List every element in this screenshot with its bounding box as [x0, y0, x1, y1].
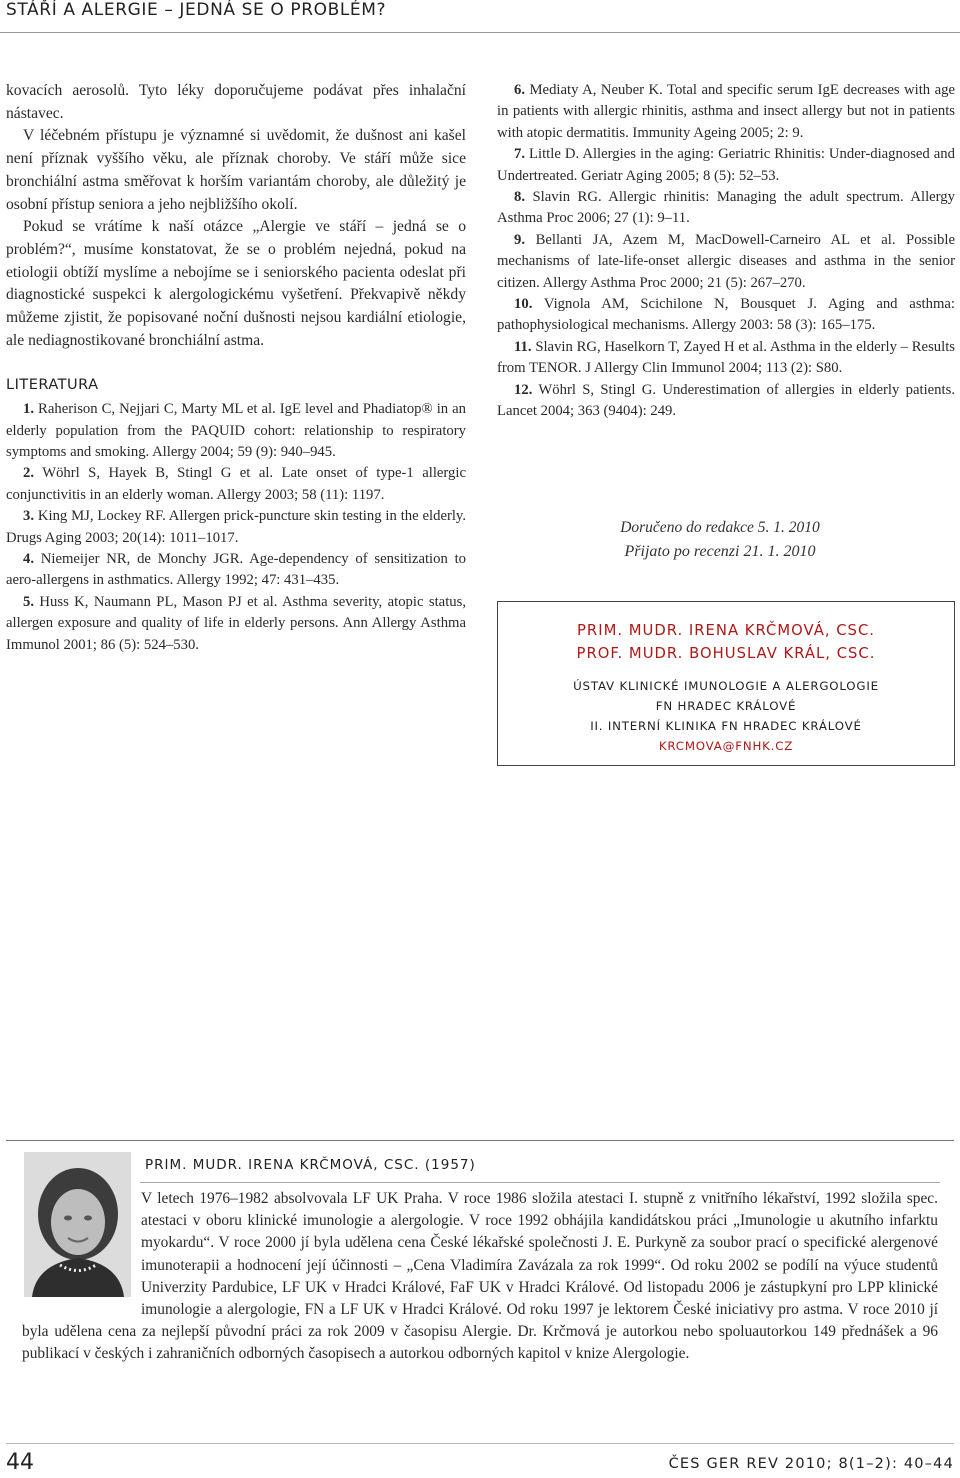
author-biography — [22, 1188, 938, 1366]
author-name: PRIM. MUDR. IRENA KRČMOVÁ, CSC. — [577, 622, 875, 639]
reference-item — [497, 337, 955, 380]
reference-text: Slavin RG. Allergic rhinitis: Managing the adult spectrum. Allergy Asthma Proc 2006; 27 (1): 9–11. — [497, 189, 955, 227]
reference-text: Raherison C, Nejjari C, Marty ML et al. IgE level and Phadiatop® in an elderly population from the PAQUID cohort: relationship to respiratory symptoms and smoking. Allergy 2004; 59 (9): 940–945. — [6, 401, 467, 460]
reference-item — [497, 80, 955, 144]
right-column — [497, 80, 955, 423]
author-email-link[interactable]: KRCMOVA@FNHK.CZ — [658, 739, 794, 753]
header-divider — [0, 32, 960, 33]
footer-divider — [6, 1443, 954, 1444]
reference-text: Bellanti JA, Azem M, MacDowell-Carneiro AL et al. Possible mechanisms of late-life-onset allergic diseases and asthma in the senior citizen. Allergy Asthma Proc 2000; 21 (5): 267–270. — [497, 231, 955, 291]
reference-text: Little D. Allergies in the aging: Geriatric Rhinitis: Under-diagnosed and Undertreated. Geriatr Aging 2005; 8 (5): 52–53. — [497, 146, 955, 184]
running-header — [6, 0, 726, 20]
body-paragraph: V léčebném přístupu je významné si uvědomit, že dušnost ani kašel není příznak vyššího věku, ale příznak choroby. Ve stáří může sice bronchiální astma směřovat k horším variantám choroby, ale důležitý je osobní přístup seniora a jeho nejbližšího okolí. — [6, 127, 466, 213]
body-paragraph: kovacích aerosolů. Tyto léky doporučujeme podávat přes inhalační nástavec. — [6, 82, 466, 122]
affiliations — [498, 676, 954, 736]
reference-item — [497, 187, 955, 230]
reference-number: 8. — [514, 189, 526, 206]
reference-item — [6, 399, 466, 463]
reference-item — [6, 506, 466, 549]
reference-text: Mediaty A, Neuber K. Total and specific serum IgE decreases with age in patients with allergic rhinitis, asthma and insect allergy but not in patients with atopic dermatitis. Immunity Ageing 2005; 2: 9. — [497, 82, 955, 141]
bio-title: PRIM. MUDR. IRENA KRČMOVÁ, CSC. (1957) — [145, 1157, 476, 1173]
reference-number: 2. — [23, 465, 35, 482]
affiliation-line: ÚSTAV KLINICKÉ IMUNOLOGIE A ALERGOLOGIE — [573, 679, 879, 693]
page-number: 44 — [6, 1450, 34, 1475]
reference-number: 10. — [514, 296, 533, 313]
reference-number: 11. — [514, 338, 532, 355]
reference-number: 6. — [514, 82, 526, 98]
running-title: STÁŘÍ A ALERGIE – JEDNÁ SE O PROBLÉM? — [6, 0, 387, 20]
received-date: Doručeno do redakce 5. 1. 2010 — [620, 519, 820, 536]
reference-number: 5. — [23, 593, 35, 610]
reference-number: 12. — [514, 381, 533, 398]
bio-title-underline — [140, 1182, 940, 1183]
author-contact-box — [497, 601, 955, 766]
reference-text: Vignola AM, Scichilone N, Bousquet J. Aging and asthma: pathophysiological mechanisms. Allergy 2003: 58 (3): 165–175. — [497, 296, 955, 334]
reference-text: Slavin RG, Haselkorn T, Zayed H et al. Asthma in the elderly – Results from TENOR. J Allergy Clin Immunol 2004; 113 (2): S80. — [497, 338, 956, 377]
author-name: PROF. MUDR. BOHUSLAV KRÁL, CSC. — [576, 645, 876, 662]
bio-divider — [6, 1140, 954, 1141]
bio-text: V letech 1976–1982 absolvovala LF UK Praha. V roce 1986 složila atestaci I. stupně z vnitřního lékařství, 1992 složila spec. atestaci v oboru klinické imunologie a alergologie. V roce 1992 obhájila kandidátskou práci „Imunologie u akutního infarktu myokardu“. V roce 2000 jí byla udělena cena České lékařské společnosti J. E. Purkyně za soubor prací o specifické alergenové imunoterapii a hodnocení její účinnosti – „Cena Vladimíra Zavázala za rok 1999“. Od roku 2002 se podílí na výuce studentů Univerzity Pardubice, LF UK v Hradci Králové, FaF UK v Hradci Králové. Od listopadu 2006 je zástupkyní pro LPP klinické imunologie a alergologie, FN a LF UK v Hradci Králové. Od roku 1997 je lektorem České iniciativy pro astma. V roce 2010 jí byla udělena cena za nejlepší původní práci za rok 2009 v časopisu Alergie. Dr. Krčmová je autorkou nebo spoluautorkou 149 přednášek a 96 publikací v českých i zahraničních odborných časopisech a autorkou odborných kapitol v knize Alergologie. — [22, 1190, 938, 1363]
reference-text: Niemeijer NR, de Monchy JGR. Age-dependency of sensitization to aero-allergens in asthmatics. Allergy 1992; 47: 431–435. — [6, 550, 466, 589]
reference-item — [497, 380, 955, 423]
affiliation-line: FN HRADEC KRÁLOVÉ — [655, 699, 797, 713]
left-column — [6, 80, 466, 656]
reference-text: Wöhrl S, Hayek B, Stingl G et al. Late onset of type-1 allergic conjunctivitis in an elderly woman. Allergy 2003; 58 (11): 1197. — [6, 465, 466, 503]
reference-item — [497, 294, 955, 337]
reference-number: 9. — [514, 231, 526, 248]
references-heading: LITERATURA — [6, 377, 99, 394]
photo-wrap-spacer — [22, 1188, 141, 1318]
journal-citation: ČES GER REV 2010; 8(1–2): 40–44 — [668, 1456, 954, 1472]
reference-text: King MJ, Lockey RF. Allergen prick-puncture skin testing in the elderly. Drugs Aging 2003; 20(14): 1011–1017. — [6, 508, 466, 546]
reference-text: Huss K, Naumann PL, Mason PJ et al. Asthma severity, atopic status, allergen exposure and quality of life in elderly persons. Ann Allergy Asthma Immunol 2001; 86 (5): 524–530. — [6, 593, 467, 653]
reference-item — [497, 230, 955, 294]
author-names — [498, 619, 954, 665]
reference-number: 1. — [23, 401, 35, 418]
reference-number: 4. — [23, 550, 35, 567]
submission-dates — [560, 516, 880, 564]
reference-item — [6, 592, 466, 656]
reference-item — [6, 549, 466, 592]
reference-item — [6, 463, 466, 506]
reference-item — [497, 144, 955, 187]
reference-number: 7. — [514, 146, 526, 163]
reference-text: Wöhrl S, Stingl G. Underestimation of allergies in elderly patients. Lancet 2004; 363 (9404): 249. — [497, 381, 955, 420]
reference-number: 3. — [23, 508, 35, 525]
accepted-date: Přijato po recenzi 21. 1. 2010 — [624, 543, 816, 560]
body-paragraph: Pokud se vrátíme k naší otázce „Alergie ve stáří – jedná se o problém?“, musíme konstatovat, že se o problém nejedná, pokud na etiologii obtíží myslíme a nebojíme se i seniorského pacienta odeslat při diagnostické suspekci k alergologickému vyšetření. Překvapivě někdy můžeme zjistit, že popisované noční dušnosti nejsou kardiální etiologie, ale nediagnostikované bronchiální astma. — [6, 218, 466, 349]
affiliation-line: II. INTERNÍ KLINIKA FN HRADEC KRÁLOVÉ — [590, 719, 862, 733]
